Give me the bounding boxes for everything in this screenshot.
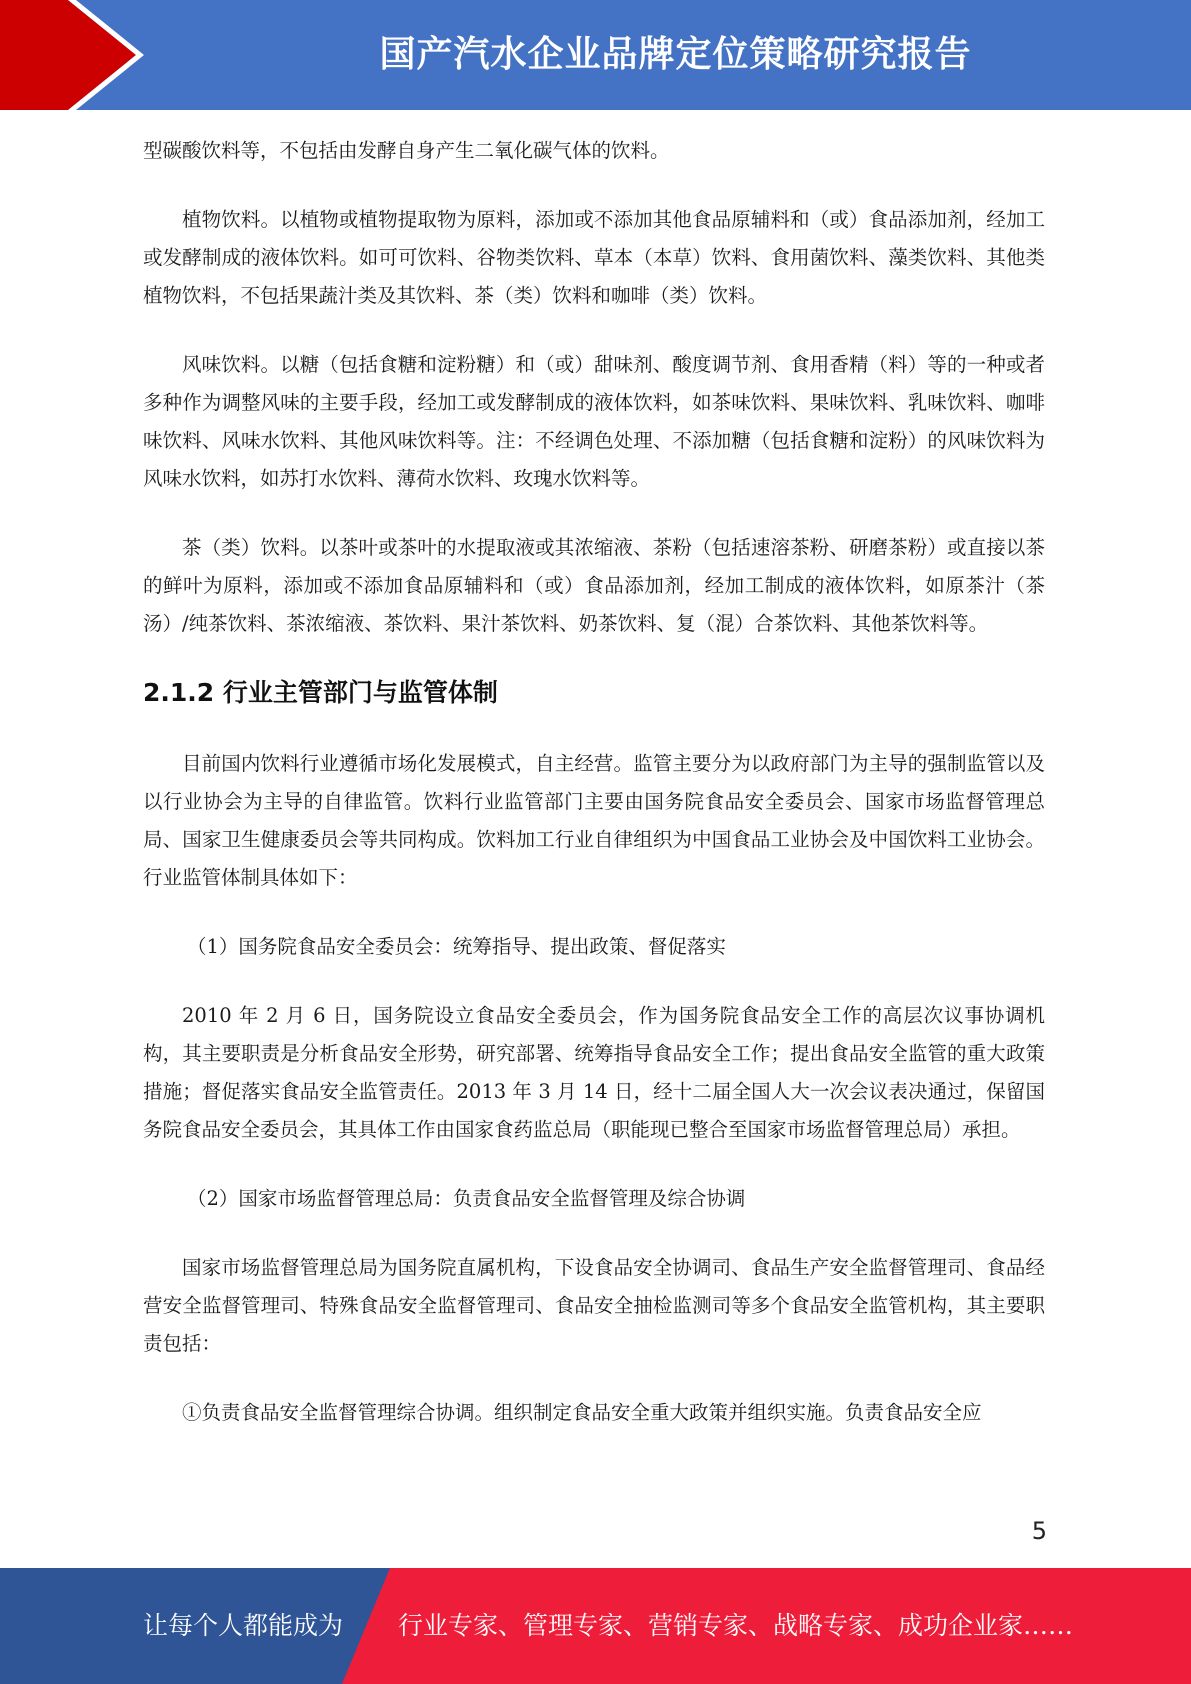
paragraph-flavored-beverage: 风味饮料。以糖（包括食糖和淀粉糖）和（或）甜味剂、酸度调节剂、食用香精（料）等的一种或者多种作为调整风味的主要手段，经加工或发酵制成的液体饮料，如茶味饮料、果味饮料、乳味饮料、咖啡味饮料、风味水饮料、其他风味饮料等。注：不经调色处理、不添加糖（包括食糖和淀粉）的风味饮料为风味水饮料，如苏打水饮料、薄荷水饮料、玫瑰水饮料等。: [143, 353, 1045, 490]
footer-slogan-right: 行业专家、管理专家、营销专家、战略专家、成功企业家……: [398, 1611, 1074, 1640]
paragraph-tea-beverage: 茶（类）饮料。以茶叶或茶叶的水提取液或其浓缩液、茶粉（包括速溶茶粉、研磨茶粉）或直接以茶的鲜叶为原料，添加或不添加食品原辅料和（或）食品添加剂，经加工制成的液体饮料，如原茶汁（茶汤）/纯茶饮料、茶浓缩液、茶饮料、果汁茶饮料、奶茶饮料、复（混）合茶饮料、其他茶饮料等。: [143, 536, 1045, 635]
header-chevron-decoration: [0, 0, 160, 110]
page-footer: [0, 1568, 1191, 1684]
document-body: [143, 132, 1045, 1463]
paragraph-regulation-overview: 目前国内饮料行业遵循市场化发展模式，自主经营。监管主要分为以政府部门为主导的强制监管以及以行业协会为主导的自律监管。饮料行业监管部门主要由国务院食品安全委员会、国家市场监督管理总局、国家卫生健康委员会等共同构成。饮料加工行业自律组织为中国食品工业协会及中国饮料工业协会。行业监管体制具体如下：: [143, 752, 1045, 889]
page-number: 5: [1031, 1517, 1047, 1545]
paragraph-state-council: 2010 年 2 月 6 日，国务院设立食品安全委员会，作为国务院食品安全工作的高层次议事协调机构，其主要职责是分析食品安全形势，研究部署、统筹指导食品安全工作；提出食品安全监管的重大政策措施；督促落实食品安全监管责任。2013 年 3 月 14 日，经十二届全国人大一次会议表决通过，保留国务院食品安全委员会，其具体工作由国家食药监总局（职能现已整合至国家市场监督管理总局）承担。: [143, 1004, 1045, 1141]
section-heading: 2.1.2 行业主管部门与监管体制: [143, 678, 498, 707]
report-title: 国产汽水企业品牌定位策略研究报告: [379, 34, 972, 75]
subheading-samr: （2）国家市场监督管理总局：负责食品安全监督管理及综合协调: [187, 1187, 746, 1210]
paragraph-duty-1: ①负责食品安全监督管理综合协调。组织制定食品安全重大政策并组织实施。负责食品安全应: [182, 1401, 982, 1424]
paragraph-samr: 国家市场监督管理总局为国务院直属机构，下设食品安全协调司、食品生产安全监督管理司、食品经营安全监督管理司、特殊食品安全监督管理司、食品安全抽检监测司等多个食品安全监管机构，其主要职责包括：: [143, 1256, 1045, 1355]
footer-slogan-left: 让每个人都能成为: [143, 1611, 344, 1640]
page-header: [0, 0, 1191, 110]
paragraph-continuation: 型碳酸饮料等，不包括由发酵自身产生二氧化碳气体的饮料。: [143, 139, 670, 162]
subheading-state-council: （1）国务院食品安全委员会：统筹指导、提出政策、督促落实: [187, 935, 726, 958]
paragraph-plant-beverage: 植物饮料。以植物或植物提取物为原料，添加或不添加其他食品原辅料和（或）食品添加剂，经加工或发酵制成的液体饮料。如可可饮料、谷物类饮料、草本（本草）饮料、食用菌饮料、藻类饮料、其他类植物饮料，不包括果蔬汁类及其饮料、茶（类）饮料和咖啡（类）饮料。: [143, 208, 1045, 307]
